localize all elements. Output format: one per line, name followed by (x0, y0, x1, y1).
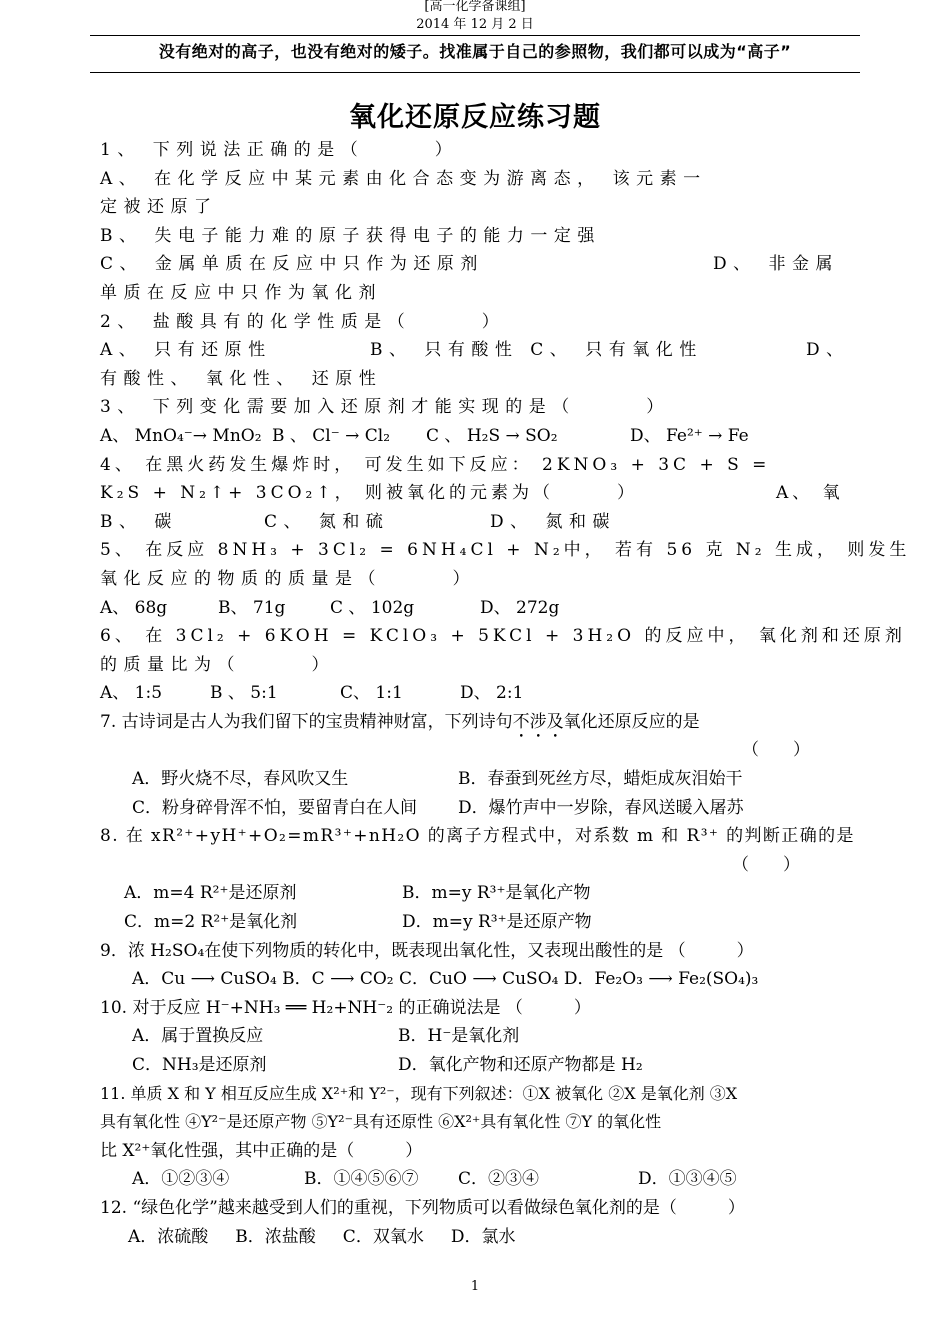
q2-option-a: A、 只有还原性 (100, 340, 272, 361)
q11-option-d: D．①③④⑤ (638, 1169, 737, 1190)
q8-stem: 8. 在 xR²⁺+yH⁺+O₂=mR³⁺+nH₂O 的离子方程式中，对系数 m 和 R³⁺ 的判断正确的是 (100, 826, 855, 847)
q7-option-a: A．野火烧不尽，春风吹又生 (132, 769, 349, 790)
q11-option-a: A．①②③④ (132, 1169, 230, 1190)
q5-line2: 氧化反应的物质的质量是（ ） (100, 568, 476, 589)
q2-option-bc: B、 只有酸性 C、 只有氧化性 (370, 340, 703, 361)
header-group: [高一化学备课组] (424, 0, 526, 14)
q11-line1: 11. 单质 X 和 Y 相互反应生成 X²⁺和 Y²⁻，现有下列叙述：①X 被氧化 ②X 是氧化剂 ③X (100, 1083, 738, 1103)
q8-options-ab (100, 879, 852, 908)
q4-options-line (100, 508, 852, 537)
q8-options-cd (100, 908, 852, 937)
q6-option-d: D、 2:1 (460, 683, 524, 704)
q2-stem: 2、 盐酸具有的化学性质是（ ） (100, 311, 506, 332)
page-number: 1 (470, 1279, 480, 1294)
q7-emphasis: 不涉及 (512, 711, 564, 732)
q2-option-d-line1: D、 (806, 340, 850, 361)
header-date: 2014 年 12 月 2 日 (416, 17, 534, 32)
q1-stem: 1、 下列说法正确的是（ ） (100, 140, 459, 160)
q4-option-a: A、 氧 (776, 483, 844, 504)
q7-option-d: D．爆竹声中一岁除，春风送暖入屠苏 (458, 797, 744, 818)
q10-option-a: A．属于置换反应 (132, 1026, 264, 1047)
q8-option-b: B．m=y R³⁺是氧化产物 (402, 883, 591, 904)
q10-options-cd (100, 1051, 852, 1080)
q8-option-a: A．m=4 R²⁺是还原剂 (124, 883, 297, 904)
q10-option-c: C．NH₃是还原剂 (132, 1055, 267, 1075)
q4-option-d: D、 氮和碳 (490, 511, 617, 532)
q1-option-c: C、 金属单质在反应中只作为还原剂 (100, 254, 484, 275)
q5-option-c: C 、 102g (330, 597, 415, 618)
q7-options-cd (100, 794, 852, 823)
q3-option-a: A、 MnO₄⁻→ MnO₂ (100, 425, 262, 446)
q7-blank: （ ） (742, 740, 810, 761)
q4-line1: 4、 在黑火药发生爆炸时， 可发生如下反应： 2KNO₃ + 3C + S = (100, 454, 771, 475)
q5-option-a: A、 68g (100, 597, 168, 618)
q2-options-line (100, 336, 852, 365)
q9-stem: 9．浓 H₂SO₄在使下列物质的转化中，既表现出氧化性，又表现出酸性的是 （ ） (100, 940, 754, 961)
q4-option-b: B、 碳 (100, 511, 178, 532)
q3-option-c: C 、 H₂S → SO₂ (426, 425, 558, 446)
q1-option-d-line1: D、 非金属 (713, 254, 840, 275)
q5-line1: 5、 在反应 8NH₃ + 3Cl₂ = 6NH₄Cl + N₂中， 若有 56 克 N₂ 生成， 则发生 (100, 540, 911, 561)
q11-line3: 比 X²⁺氧化性强，其中正确的是（ ） (100, 1140, 423, 1161)
q9-options: A．Cu ⟶ CuSO₄ B．C ⟶ CO₂ C．CuO ⟶ CuSO₄ D．Fe₂O₃ ⟶ Fe₂(SO₄)₃ (132, 969, 759, 990)
q8-option-d: D．m=y R³⁺是还原产物 (402, 912, 592, 933)
q10-options-ab (100, 1022, 852, 1051)
q6-options-line (100, 679, 852, 708)
q1-option-a-line1: A、 在化学反应中某元素由化合态变为游离态， 该元素一 (100, 168, 707, 189)
q1-option-cd-line (100, 250, 852, 279)
q8-blank-row (100, 851, 852, 880)
q10-option-b: B．H⁻是氧化剂 (398, 1026, 520, 1047)
q12-options: A．浓硫酸 B．浓盐酸 C．双氧水 D．氯水 (128, 1226, 516, 1247)
q7-stem: 7. 古诗词是古人为我们留下的宝贵精神财富，下列诗句不涉及氧化还原反应的是 (100, 711, 700, 732)
question-list (100, 136, 911, 1251)
q6-option-c: C、 1:1 (340, 683, 403, 704)
q2-option-d-line2: 有酸性、 氧化性、 还原性 (100, 368, 383, 389)
q11-options (100, 1165, 852, 1194)
q12-stem: 12. “绿色化学”越来越受到人们的重视，下列物质可以看做绿色氧化剂的是（ ） (100, 1197, 745, 1218)
q1-option-a-line2: 定被还原了 (100, 197, 218, 218)
q3-stem: 3、 下列变化需要加入还原剂才能实现的是（ ） (100, 397, 670, 418)
q1-option-b: B、 失电子能力难的原子获得电子的能力一定强 (100, 225, 601, 246)
q7-blank-row (100, 736, 852, 765)
q3-option-b: B 、 Cl⁻ → Cl₂ (272, 425, 391, 446)
q11-option-b: B．①④⑤⑥⑦ (304, 1169, 419, 1190)
header-rule-top (90, 35, 860, 36)
q11-option-c: C．②③④ (458, 1169, 540, 1190)
q5-options-line (100, 594, 852, 623)
q6-line1: 6、 在 3Cl₂ + 6KOH = KClO₃ + 5KCl + 3H₂O 的反应中， 氧化剂和还原剂 (100, 626, 906, 647)
q5-option-b: B、 71g (218, 597, 286, 618)
q10-option-d: D．氧化产物和还原产物都是 H₂ (398, 1055, 643, 1075)
q8-blank: （ ） (732, 854, 800, 875)
q4-option-c: C、 氮和硫 (264, 511, 390, 532)
header-rule-bottom (90, 72, 860, 73)
q6-line2: 的质量比为（ ） (100, 654, 335, 675)
q10-stem: 10. 对于反应 H⁻+NH₃ ══ H₂+NH⁻₂ 的正确说法是 （ ） (100, 997, 591, 1018)
q4-line2-row (100, 479, 852, 508)
q6-option-b: B 、 5:1 (210, 683, 278, 704)
page-title: 氧化还原反应练习题 (349, 102, 601, 133)
q11-line2: 具有氧化性 ④Y²⁻是还原产物 ⑤Y²⁻具有还原性 ⑥X²⁺具有氧化性 ⑦Y 的氧化性 (100, 1112, 662, 1132)
q7-option-c: C．粉身碎骨浑不怕，要留青白在人间 (132, 797, 418, 818)
q7-option-b: B．春蚕到死丝方尽，蜡炬成灰泪始干 (458, 769, 743, 790)
q7-options-ab (100, 765, 852, 794)
header-motto: 没有绝对的高子，也没有绝对的矮子。找准属于自己的参照物，我们都可以成为“高子” (158, 42, 792, 61)
q6-option-a: A、 1:5 (100, 683, 163, 704)
q3-option-d: D、 Fe²⁺ → Fe (630, 425, 749, 446)
q5-option-d: D、 272g (480, 597, 560, 618)
q4-line2: K₂S + N₂↑+ 3CO₂↑， 则被氧化的元素为（ ） (100, 483, 639, 504)
q8-option-c: C．m=2 R²⁺是氧化剂 (124, 912, 298, 933)
q1-option-d-line2: 单质在反应中只作为氧化剂 (100, 282, 382, 303)
q3-options-line (100, 422, 852, 451)
